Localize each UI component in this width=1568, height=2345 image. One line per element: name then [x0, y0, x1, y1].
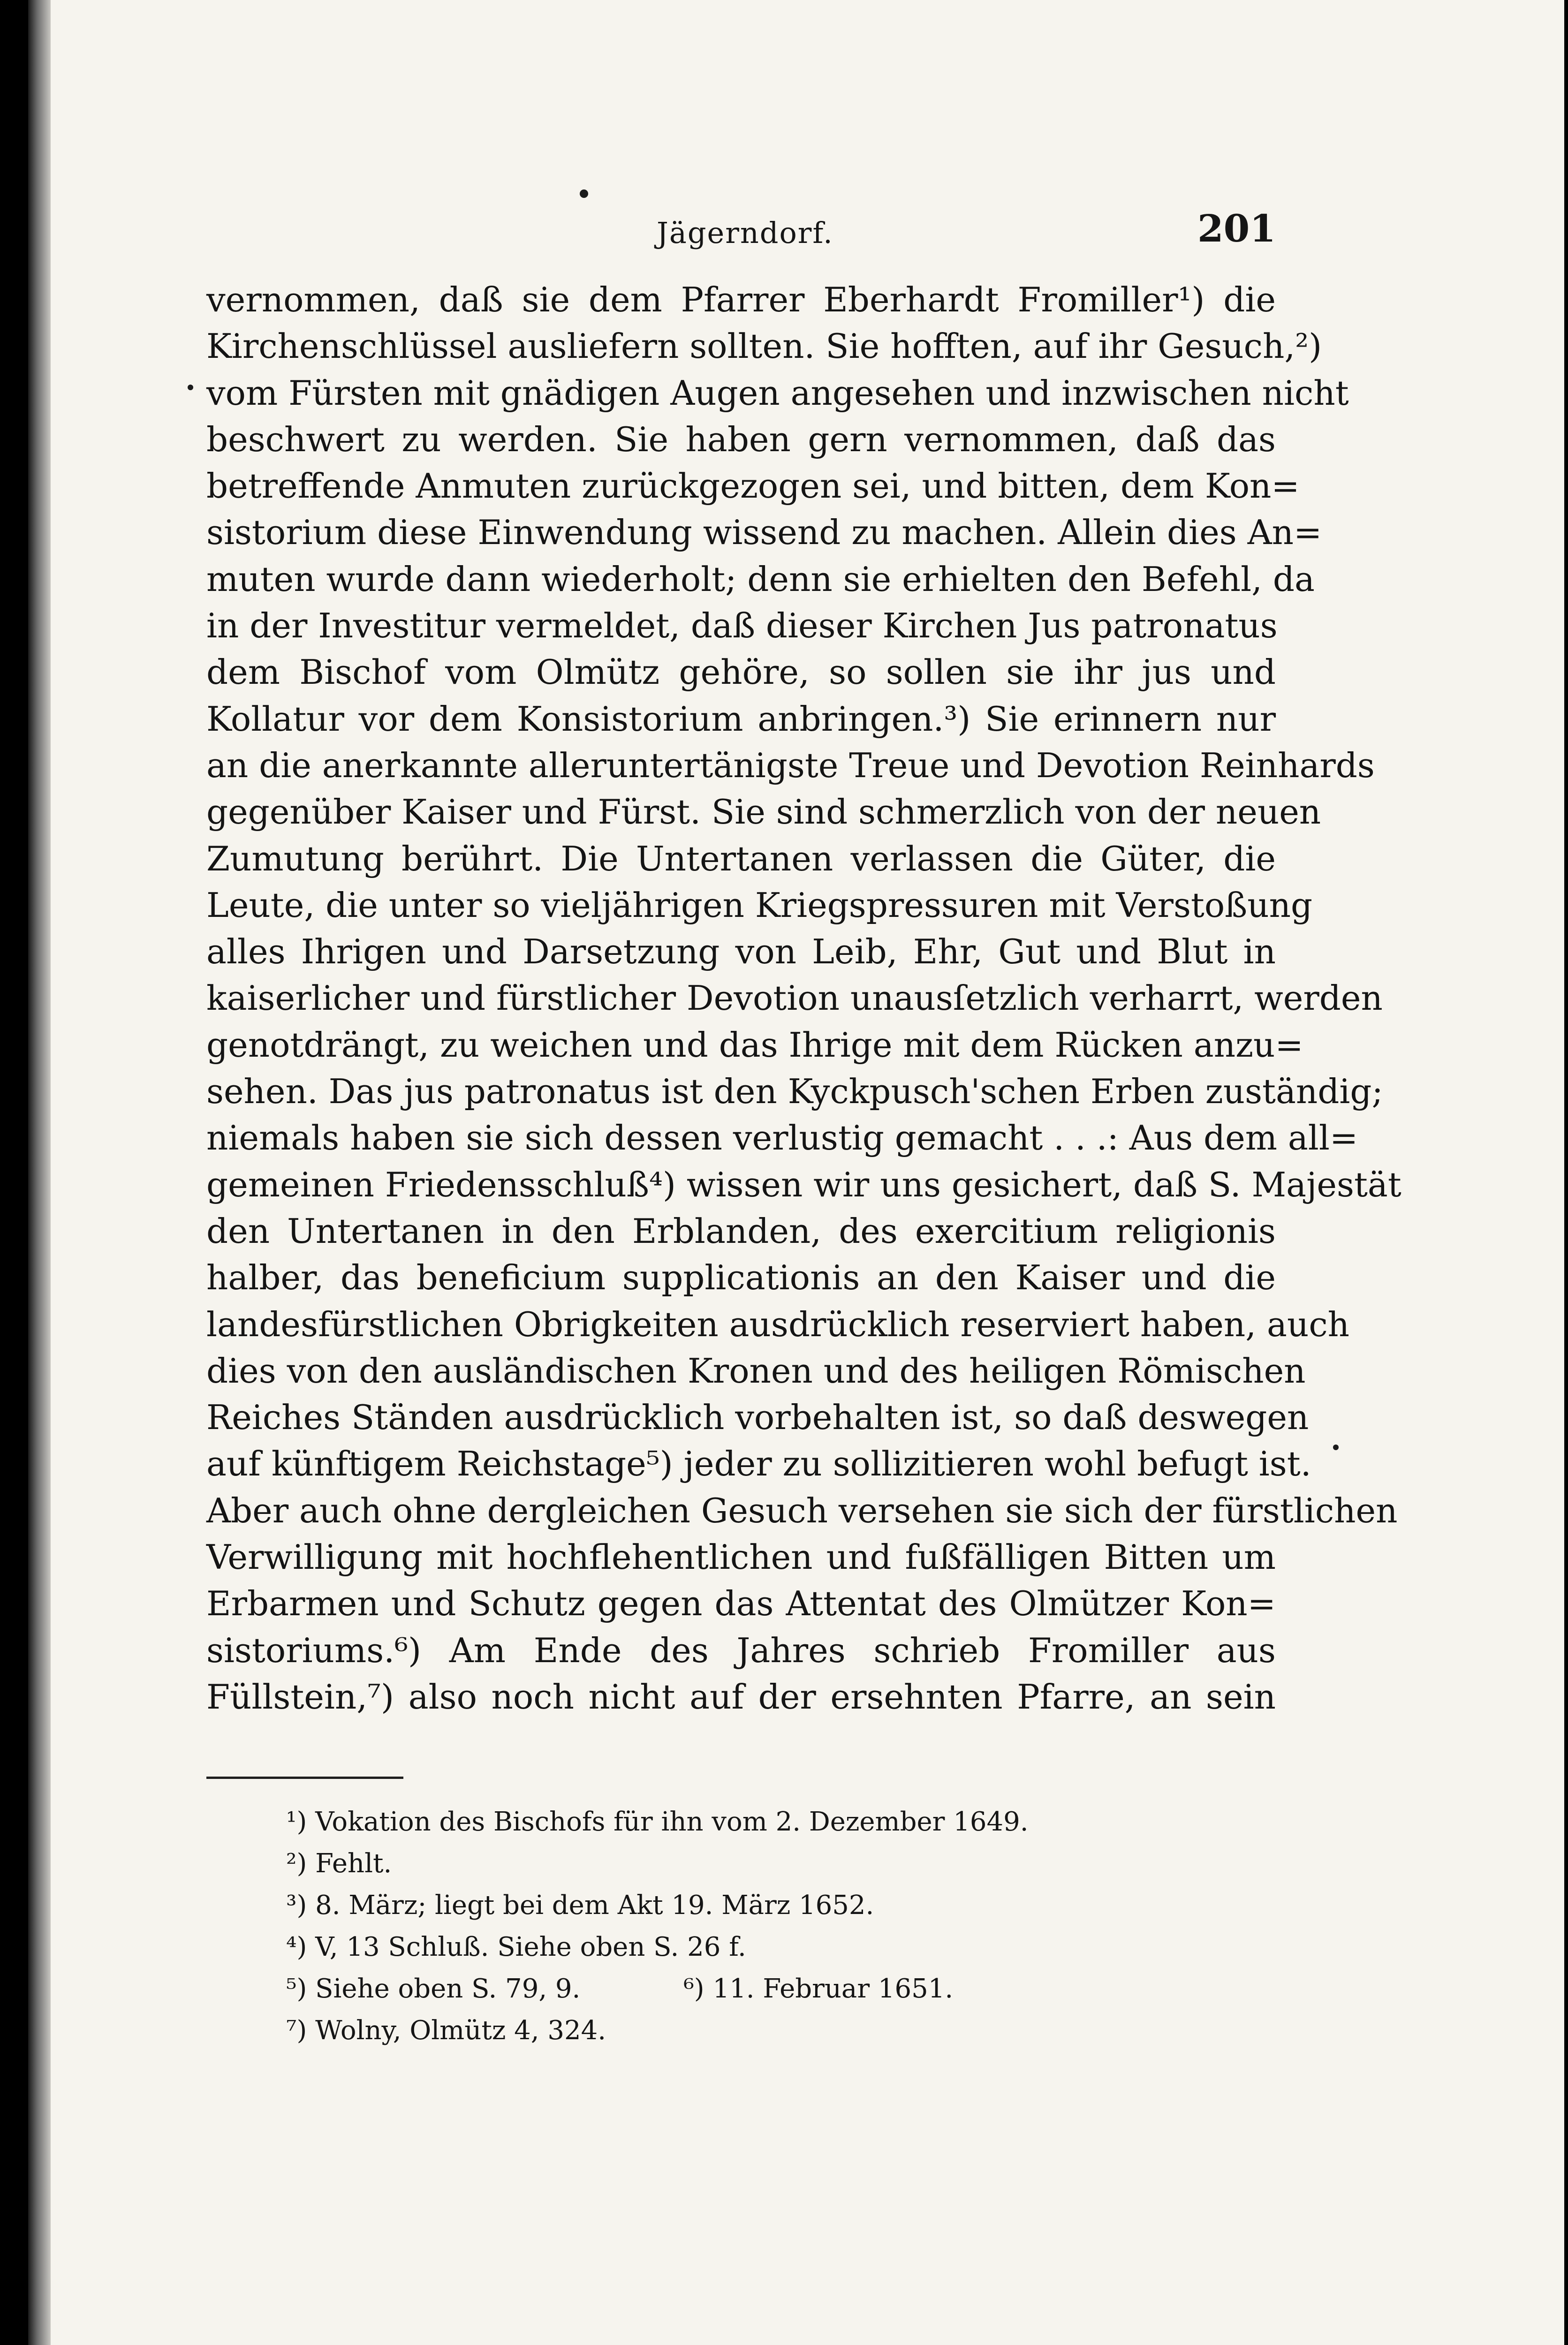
- print-speck-left: [188, 385, 193, 390]
- footnote-1: ¹) Vokation des Bischofs für ihn vom 2. Dezember 1649.: [286, 1807, 1029, 1837]
- footnotes: [286, 1801, 1224, 2051]
- text-line: sistoriums.⁶) Am Ende des Jahres schrieb Fromiller aus: [206, 1630, 1276, 1670]
- text-line: vernommen, daß sie dem Pfarrer Eberhardt Fromiller¹) die: [206, 280, 1276, 319]
- page-header: [206, 206, 1285, 263]
- text-line: halber, das beneficium supplicationis an den Kaiser und die: [206, 1258, 1276, 1298]
- text-line: Füllstein,⁷) also noch nicht auf der ersehnten Pfarre, an sein: [206, 1677, 1276, 1717]
- text-line: gemeinen Friedensschluß⁴) wissen wir uns gesichert, daß S. Majestät: [206, 1165, 1401, 1204]
- text-line: alles Ihrigen und Darsetzung von Leib, Ehr, Gut und Blut in: [206, 932, 1276, 972]
- text-line: gegenüber Kaiser und Fürst. Sie sind schmerzlich von der neuen: [206, 792, 1321, 832]
- text-line: auf künftigem Reichstage⁵) jeder zu sollizitieren wohl befugt ist.: [206, 1444, 1311, 1484]
- text-line: Aber auch ohne dergleichen Gesuch versehen sie sich der fürstlichen: [206, 1490, 1398, 1530]
- text-line: muten wurde dann wiederholt; denn sie erhielten den Befehl, da: [206, 559, 1315, 599]
- text-line: den Untertanen in den Erblanden, des exercitium religionis: [206, 1211, 1276, 1251]
- print-speck-top: [580, 189, 588, 198]
- footnote-4: ⁴) V, 13 Schluß. Siehe oben S. 26 f.: [286, 1932, 746, 1962]
- footnote-separator: [206, 1777, 403, 1779]
- print-speck-right: [1333, 1445, 1339, 1450]
- text-line: Leute, die unter so vieljährigen Kriegspressuren mit Verstoßung: [206, 885, 1313, 925]
- body-text: [206, 277, 1401, 1720]
- text-line: Zumutung berührt. Die Untertanen verlassen die Güter, die: [206, 839, 1276, 878]
- text-line: dem Bischof vom Olmütz gehöre, so sollen sie ihr jus und: [206, 652, 1276, 692]
- running-title: Jägerndorf.: [657, 216, 833, 250]
- footnote-6: ⁶) 11. Februar 1651.: [683, 1974, 954, 2004]
- text-line: landesfürstlichen Obrigkeiten ausdrücklich reserviert haben, auch: [206, 1304, 1350, 1344]
- text-line: Verwilligung mit hochflehentlichen und fußfälligen Bitten um: [206, 1537, 1276, 1577]
- text-line: Erbarmen und Schutz gegen das Attentat des Olmützer Kon=: [206, 1584, 1276, 1624]
- text-line: Kollatur vor dem Konsistorium anbringen.³) Sie erinnern nur: [206, 699, 1276, 739]
- text-line: beschwert zu werden. Sie haben gern vernommen, daß das: [206, 419, 1276, 459]
- footnote-3: ³) 8. März; liegt bei dem Akt 19. März 1652.: [286, 1890, 874, 1921]
- text-line: sistorium diese Einwendung wissend zu machen. Allein dies An=: [206, 513, 1322, 552]
- text-line: betreffende Anmuten zurückgezogen sei, und bitten, dem Kon=: [206, 466, 1300, 506]
- text-line: sehen. Das jus patronatus ist den Kyckpusch'schen Erben zuständig;: [206, 1072, 1383, 1112]
- text-line: in der Investitur vermeldet, daß dieser Kirchen Jus patronatus: [206, 606, 1278, 646]
- text-line: an die anerkannte alleruntertänigste Treue und Devotion Reinhards: [206, 745, 1375, 785]
- text-line: kaiserlicher und fürstlicher Devotion unausſetzlich verharrt, werden: [206, 978, 1383, 1018]
- text-line: genotdrängt, zu weichen und das Ihrige mit dem Rücken anzu=: [206, 1025, 1303, 1065]
- text-line: Reiches Ständen ausdrücklich vorbehalten ist, so daß deswegen: [206, 1398, 1309, 1437]
- footnote-7: ⁷) Wolny, Olmütz 4, 324.: [286, 2015, 606, 2046]
- footnote-2: ²) Fehlt.: [286, 1848, 392, 1879]
- page-number: 201: [1197, 206, 1276, 250]
- text-line: vom Fürsten mit gnädigen Augen angesehen und inzwischen nicht: [206, 373, 1349, 413]
- footnote-5: ⁵) Siehe oben S. 79, 9.: [286, 1974, 581, 2004]
- text-line: dies von den ausländischen Kronen und des heiligen Römischen: [206, 1351, 1306, 1391]
- footnote-row-5-6: [286, 1968, 1224, 2010]
- text-line: niemals haben sie sich dessen verlustig gemacht . . .: Aus dem all=: [206, 1118, 1358, 1158]
- text-line: Kirchenschlüssel ausliefern sollten. Sie hofften, auf ihr Gesuch,²): [206, 326, 1322, 366]
- book-spine-edge: [28, 0, 51, 2345]
